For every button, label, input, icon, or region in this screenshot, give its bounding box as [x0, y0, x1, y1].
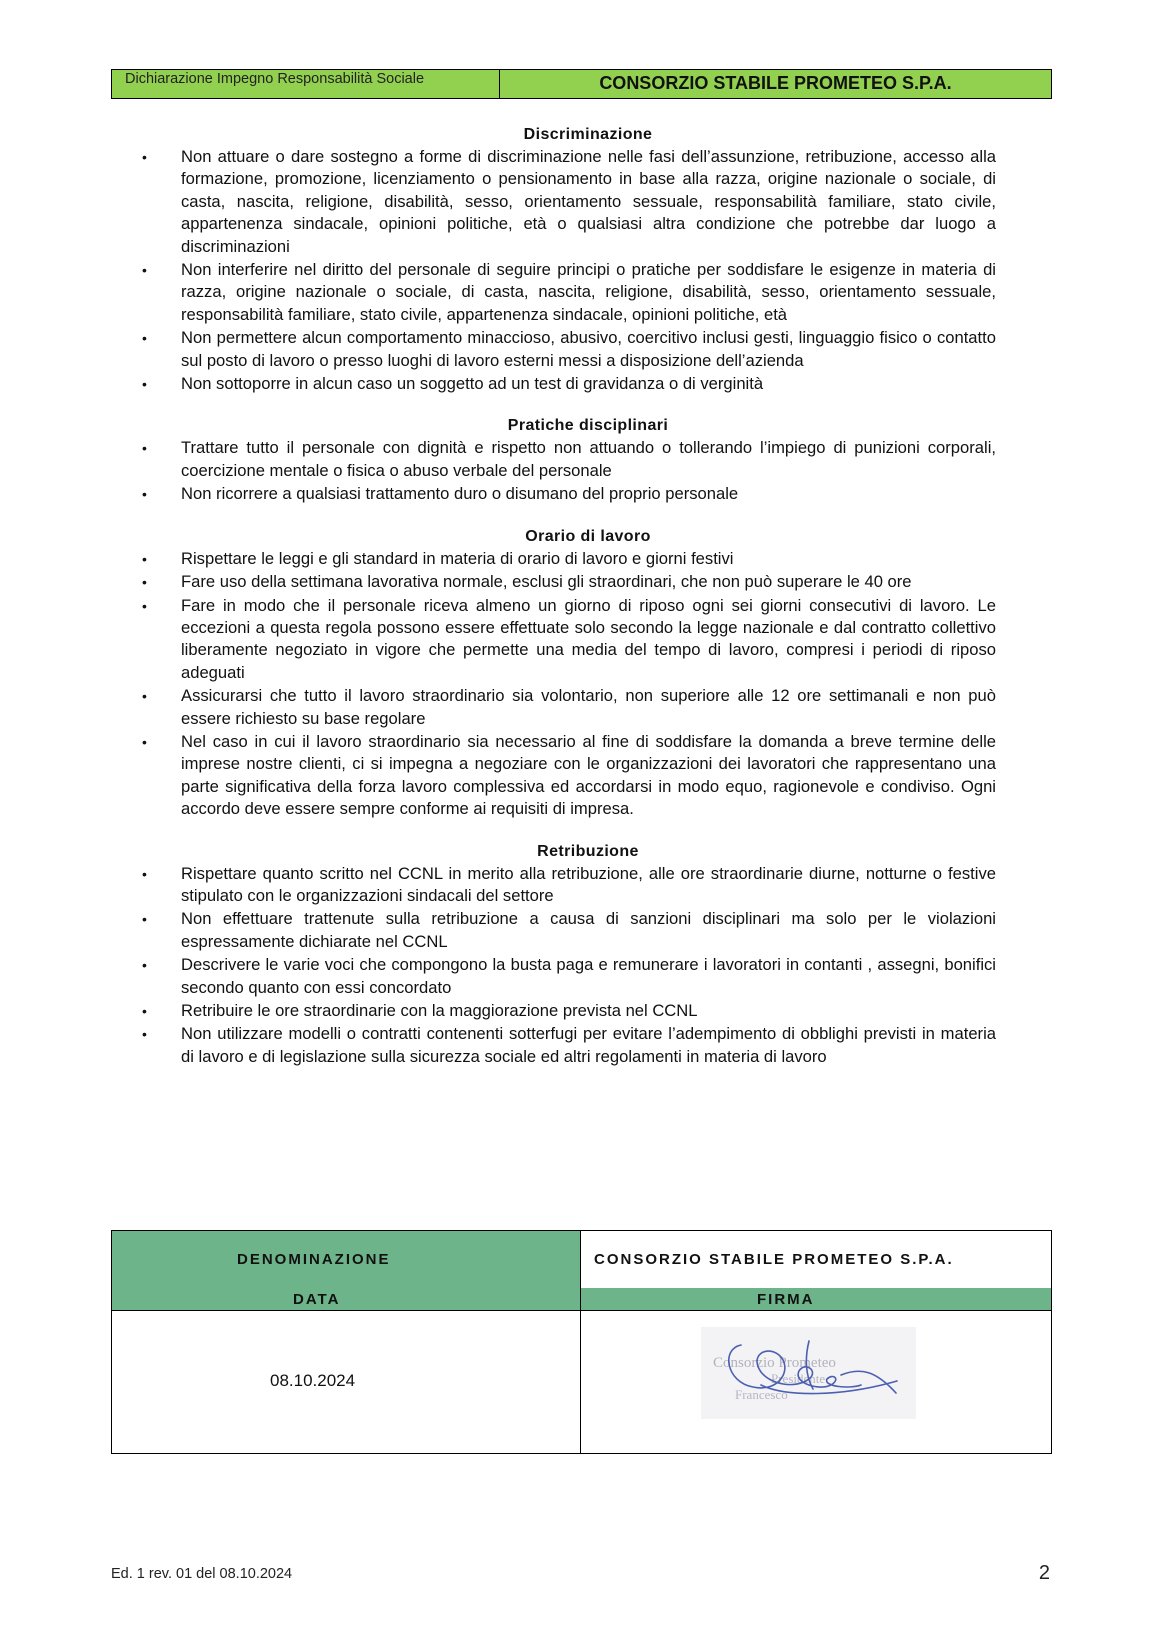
- denominazione-value-cell: [581, 1231, 1051, 1288]
- bullet-list: [140, 437, 996, 505]
- firma-label: FIRMA: [757, 1291, 815, 1308]
- signature-stamp-image: [701, 1327, 916, 1419]
- list-item: • Non attuare o dare sostegno a forme di discriminazione nelle fasi dell’assunzione, retribuzione, accesso alla formazione, promozione, licenziamento o pensionamento in base alla razza, origine nazionale o sociale, di casta, nascita, religione, disabilità, sesso, orientamento sessuale, responsabilità familiare, stato civile, appartenenza sindacale, opinioni politiche, età o qualsiasi altra condizione che potrebbe dar luogo a discriminazioni: [140, 146, 996, 258]
- date-value: 08.10.2024: [270, 1371, 356, 1390]
- data-header-cell: [112, 1288, 581, 1310]
- list-item: • Nel caso in cui il lavoro straordinario sia necessario al fine di soddisfare la domanda a breve termine delle imprese nostre clienti, ci si impegna a negoziare con le organizzazioni dei lavoratori che rappresentano una parte significativa della forza lavoro complessiva ed accordarsi in modo equo, ragionevole e condiviso. Ogni accordo deve essere sempre conforme ai requisiti di impresa.: [140, 731, 996, 821]
- svg-text:Francesco: Francesco: [735, 1387, 788, 1402]
- section-title: Orario di lavoro: [525, 527, 651, 545]
- svg-text:Presidente: Presidente: [771, 1371, 826, 1386]
- list-item: • Rispettare quanto scritto nel CCNL in merito alla retribuzione, alle ore straordinarie diurne, notturne o festive stipulato con le organizzazioni sindacali del settore: [140, 863, 996, 908]
- bullet-list: [140, 548, 996, 821]
- list-item: • Non permettere alcun comportamento minaccioso, abusivo, coercitivo inclusi gesti, linguaggio fisico o contatto sul posto di lavoro o presso luoghi di lavoro esterni messi a disposizione dell’azienda: [140, 327, 996, 372]
- list-item: • Trattare tutto il personale con dignità e rispetto non attuando o tollerando l’impiego di punizioni corporali, coercizione mentale o fisica o abuso verbale del personale: [140, 437, 996, 482]
- svg-text:Consorzio Prometeo: Consorzio Prometeo: [713, 1355, 836, 1371]
- list-item: • Fare uso della settimana lavorativa normale, esclusi gli straordinari, che non può superare le 40 ore: [140, 571, 996, 593]
- footer-edition: Ed. 1 rev. 01 del 08.10.2024: [111, 1566, 293, 1582]
- list-item: • Retribuire le ore straordinarie con la maggiorazione prevista nel CCNL: [140, 1000, 996, 1022]
- table-row-values: [112, 1311, 1051, 1454]
- header-company-name: CONSORZIO STABILE PROMETEO S.P.A.: [500, 70, 1051, 98]
- bullet-list: [140, 863, 996, 1069]
- denominazione-value: CONSORZIO STABILE PROMETEO S.P.A.: [594, 1251, 954, 1268]
- table-row-denominazione: [112, 1231, 1051, 1289]
- table-row-headers: [112, 1288, 1051, 1311]
- list-item: • Descrivere le varie voci che compongono la busta paga e remunerare i lavoratori in contanti , assegni, bonifici secondo quanto con essi concordato: [140, 954, 996, 999]
- list-item: • Fare in modo che il personale riceva almeno un giorno di riposo ogni sei giorni consecutivi di lavoro. Le eccezioni a questa regola possono essere effettuate solo secondo la legge nazionale e dal contratto collettivo liberamente negoziato in vigore che permette una media del tempo di lavoro, compresi i periodi di riposo adeguati: [140, 595, 996, 685]
- section-retribuzione: [140, 843, 996, 1069]
- section-orario-di-lavoro: [140, 528, 996, 821]
- section-discriminazione: [140, 126, 996, 395]
- denominazione-label: DENOMINAZIONE: [237, 1251, 391, 1268]
- list-item: • Non effettuare trattenute sulla retribuzione a causa di sanzioni disciplinari ma solo per le violazioni espressamente dichiarate nel CCNL: [140, 908, 996, 953]
- section-pratiche-disciplinari: [140, 417, 996, 505]
- denominazione-label-cell: [112, 1231, 581, 1288]
- document-body: [140, 126, 996, 1090]
- section-title: Discriminazione: [523, 126, 653, 143]
- list-item: • Non sottoporre in alcun caso un soggetto ad un test di gravidanza o di verginità: [140, 373, 996, 395]
- bullet-list: [140, 146, 996, 395]
- list-item: • Rispettare le leggi e gli standard in materia di orario di lavoro e giorni festivi: [140, 548, 996, 570]
- list-item: • Non interferire nel diritto del personale di seguire principi o pratiche per soddisfare le esigenze in materia di razza, origine nazionale o sociale, di casta, nascita, religione, disabilità, sesso, orientamento sessuale, responsabilità familiare, stato civile, appartenenza sindacale, opinioni politiche, età: [140, 259, 996, 326]
- list-item: • Assicurarsi che tutto il lavoro straordinario sia volontario, non superiore alle 12 ore settimanali e non può essere richiesto su base regolare: [140, 685, 996, 730]
- section-title: Pratiche disciplinari: [507, 417, 669, 435]
- section-title: Retribuzione: [537, 842, 639, 860]
- page-header: [111, 69, 1052, 99]
- date-cell: [112, 1311, 581, 1454]
- data-label: DATA: [293, 1291, 341, 1308]
- page-number: 2: [1038, 1562, 1050, 1584]
- header-document-title: Dichiarazione Impegno Responsabilità Sociale: [112, 70, 500, 98]
- signature-cell: [581, 1311, 1051, 1454]
- list-item: • Non ricorrere a qualsiasi trattamento duro o disumano del proprio personale: [140, 483, 996, 505]
- firma-header-cell: [581, 1288, 1051, 1310]
- list-item: • Non utilizzare modelli o contratti contenenti sotterfugi per evitare l’adempimento di obblighi previsti in materia di lavoro e di legislazione sulla sicurezza sociale ed altri regolamenti in materia di lavoro: [140, 1023, 996, 1068]
- signature-table: [111, 1230, 1052, 1454]
